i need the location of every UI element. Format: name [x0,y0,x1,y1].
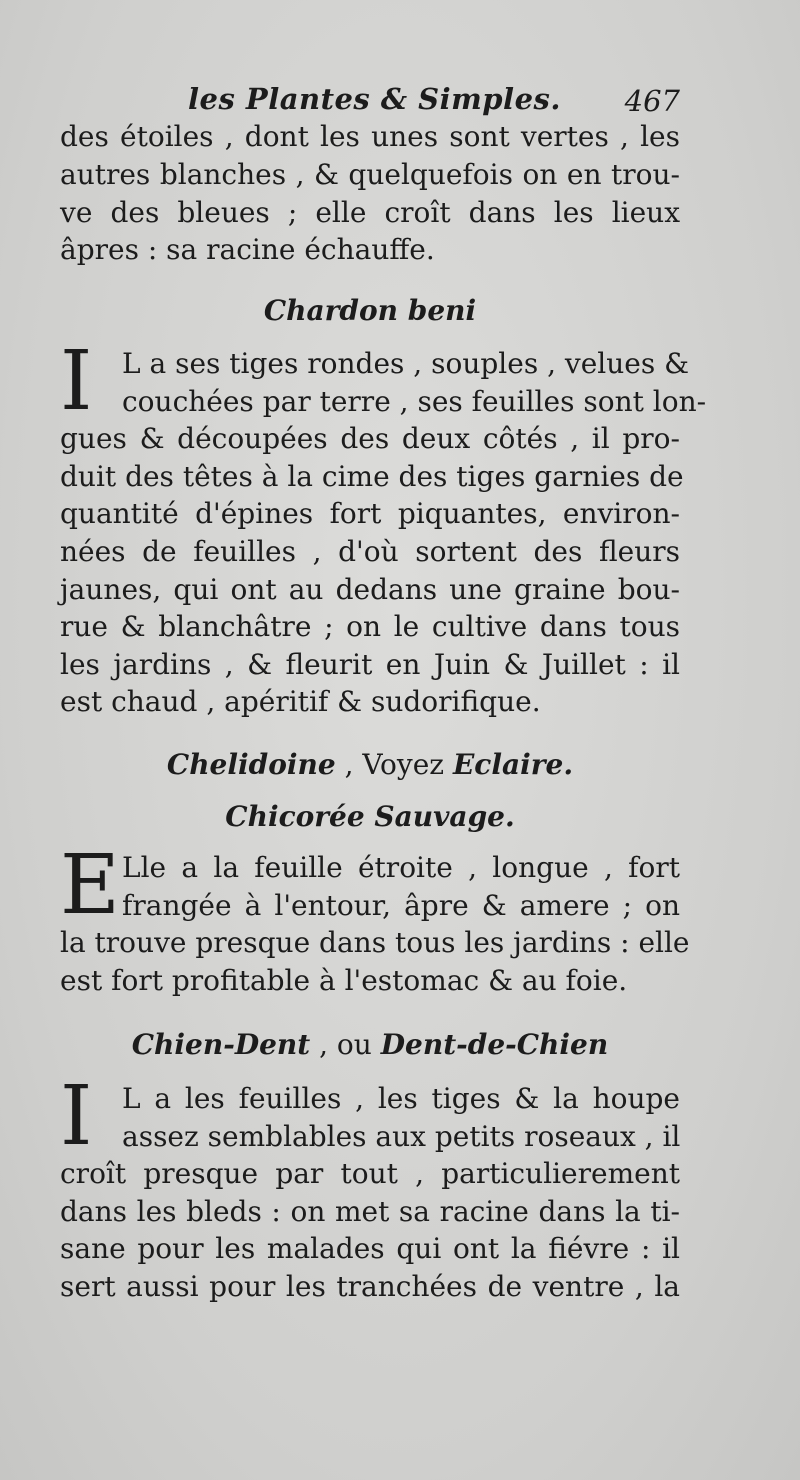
entry-chardon-beni [60,334,707,721]
text-line: gues & découpées des deux côtés , il pro- [60,422,680,456]
intro-paragraph [60,118,680,269]
text-line: rue & blanchâtre ; on le cultive dans tous [60,610,680,644]
text-line: duit des têtes à la cime des tiges garnies de [60,459,684,493]
text-line: dans les bleds : on met sa racine dans la ti- [60,1194,680,1228]
running-title: les Plantes & Simples. [188,82,561,116]
text-line: des étoiles , dont les unes sont vertes , les [60,120,680,153]
heading-part: Dent-de-Chien [380,1028,609,1061]
heading-part: Chelidoine [166,748,336,781]
text-line: sert aussi pour les tranchées de ventre , la [60,1269,680,1303]
entry-heading-chelidoine [60,748,680,781]
text-line: Lle a la feuille étroite , longue , fort [122,851,680,884]
text-line: les jardins , & fleurit en Juin & Juillet : il [60,647,680,681]
text-line: ve des bleues ; elle croît dans les lieux [60,195,680,229]
text-line: est chaud , apéritif & sudorifique. [60,685,541,719]
text-line: frangée à l'entour, âpre & amere ; on [122,888,680,922]
text-line: L a ses tiges rondes , souples , velues & [122,347,690,380]
text-line: quantité d'épines fort piquantes, environ- [60,497,680,531]
text-line: jaunes, qui ont au dedans une graine bou- [60,572,680,606]
entry-heading-chien-dent [60,1028,680,1061]
page-number: 467 [624,84,680,118]
text-line: âpres : sa racine échauffe. [60,233,435,267]
heading-part: , Voyez [335,748,453,781]
text-line: sane pour les malades qui ont la fiévre : il [60,1232,680,1266]
running-head [60,82,680,122]
entry-chicoree-sauvage [60,838,690,999]
text-line: couchées par terre , ses feuilles sont lon- [122,384,707,418]
drop-cap: E [60,838,120,933]
heading-part: , ou [310,1028,381,1061]
text-line: assez semblables aux petits roseaux , il [122,1119,681,1153]
drop-cap: I [60,1069,93,1164]
drop-cap: I [60,334,93,429]
entry-heading-chardon-beni: Chardon beni [263,294,477,327]
entry-chien-dent [60,1069,681,1306]
heading-part: Chien-Dent [131,1028,311,1061]
text-line: nées de feuilles , d'où sortent des fleurs [60,534,680,568]
entry-heading-chicoree-sauvage: Chicorée Sauvage. [225,800,515,833]
heading-part: Eclaire. [452,748,574,781]
text-line: la trouve presque dans tous les jardins : elle [60,926,690,960]
text-line: est fort profitable à l'estomac & au foie. [60,963,628,997]
text-line: croît presque par tout , particulierement [60,1157,680,1191]
text-line: autres blanches , & quelquefois on en trou- [60,157,680,191]
text-line: L a les feuilles , les tiges & la houpe [122,1082,680,1115]
